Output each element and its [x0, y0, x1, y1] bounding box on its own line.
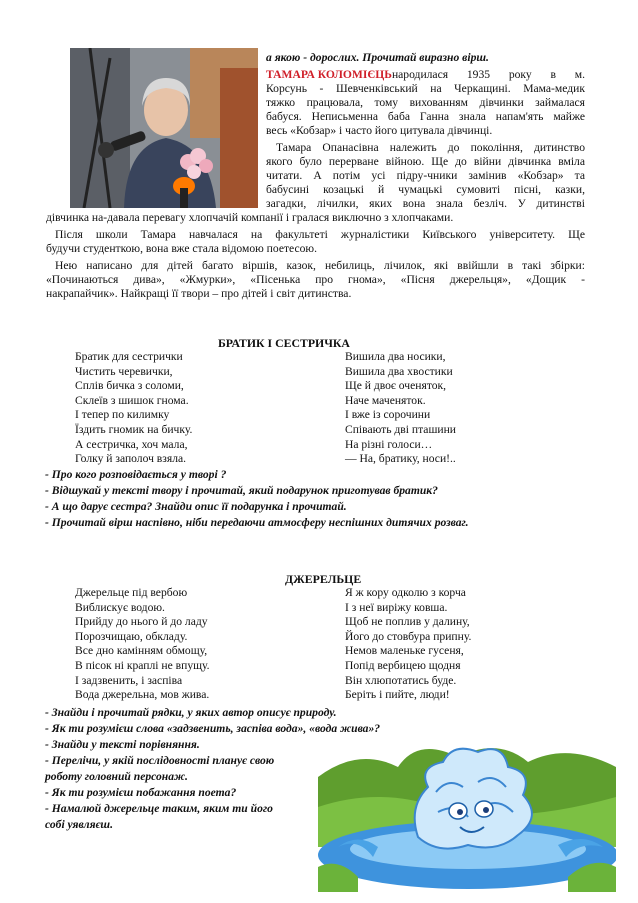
poem1-question: - А що дарує сестра? Знайди опис її подарунка і прочитай. [45, 500, 347, 513]
author-photo-illustration [70, 48, 258, 208]
poem2-right-line: Я ж кору одколю з корча [345, 586, 466, 599]
intro-p1-line-4 [266, 110, 585, 124]
intro-p1-line-3 [266, 96, 585, 110]
poem1-left-line: Братик для сестрички [75, 350, 183, 363]
intro-p2-text-1: Тамара Опанасівна належить до покоління, дитинство [276, 141, 585, 154]
poem1-right-line: Вишила два хвостики [345, 364, 453, 378]
intro-p1-text-2: Корсунь - Шевченківський на Черкащині. Мама-медик [266, 82, 585, 95]
poem1-right-line: Вишила два носики, [345, 350, 446, 363]
poem2-right-line: Його до стовбура припну. [345, 629, 472, 643]
poem1-left-line: І тепер по килимку [75, 408, 170, 422]
poem2-right-column [345, 586, 471, 703]
intro-p2-text-4: бабусині козацькі й чумацькі сумовиті пісні, казки, [266, 183, 585, 196]
poem1-question: - Прочитай вірш наспівно, ніби передаючи атмосферу неспішних дитячих розваг. [45, 516, 469, 529]
intro-p2-line-4 [266, 183, 585, 197]
poem2-question: роботу головний персонаж. [45, 770, 188, 783]
poem2-question: - Як ти розумієш слова «задзвенить, заспіва вода», «вода жива»? [45, 722, 381, 735]
poem2-title: ДЖЕРЕЛЬЦЕ [285, 572, 362, 586]
poem1-right-line: — На, братику, носи!.. [345, 452, 456, 466]
author-photo [70, 48, 258, 208]
intro-p4-text-1: Нею написано для дітей багато віршів, казок, небилиць, лічилок, які ввійшли в такі збірки: [55, 259, 585, 272]
intro-p4-line-1 [55, 259, 585, 273]
poem2-right-line: Щоб не поплив у далину, [345, 615, 470, 629]
poem2-question: - Як ти розумієш побажання поета? [45, 786, 237, 799]
poem1-right-line: Співають дві пташини [345, 422, 456, 436]
poem2-right-line: Він хлюпотатись буде. [345, 673, 457, 687]
spring-character-illustration [318, 737, 616, 892]
poem2-left-line: Джерельце під вербою [75, 586, 188, 599]
intro-p2-text-5: загадки, лічилки, яких вона знала безліч. У дитинстві [266, 197, 585, 210]
poem2-left-line: В пісок ні краплі не впущу. [75, 658, 210, 672]
intro-p2-line-3 [266, 169, 585, 183]
poem2-left-line: Вода джерельна, мов жива. [75, 688, 210, 702]
poem2-right-line: Беріть і пийте, люди! [345, 688, 450, 702]
poem1-right-line: Ще й двоє оченяток, [345, 379, 447, 393]
intro-p1-text-1: народилася 1935 року в м. [391, 68, 585, 81]
poem1-left-line: Їздить гномик на бичку. [75, 422, 193, 436]
intro-p3-line-2: будучи студенткою, вона вже стала відомою поетесою. [46, 242, 317, 255]
poem2-question: - Знайди і прочитай рядки, у яких автор описує природу. [45, 706, 337, 719]
poem2-question: собі уявляєш. [45, 818, 113, 831]
intro-p1-line-5: весь «Кобзар» і часто його цитувала дівчинці. [266, 124, 493, 137]
poem1-left-line: Сплів бичка з соломи, [75, 379, 184, 393]
poem1-right-line: Наче маченяток. [345, 393, 426, 407]
poem2-left-line: Порозчищаю, обкладу. [75, 629, 188, 643]
poem2-question: - Намалюй джерельце таким, яким ти його [45, 802, 273, 815]
poem2-left-line: Все дно камінням обмощу, [75, 644, 208, 658]
spring-illustration [318, 737, 616, 892]
poem1-right-line: І вже із сорочини [345, 408, 431, 422]
poem1-title: БРАТИК І СЕСТРИЧКА [218, 336, 350, 350]
author-name: ТАМАРА КОЛОМІЄЦЬ [266, 68, 392, 81]
intro-p1-text-3: тяжко працювала, тому вихованням дівчинки займалася [266, 96, 585, 109]
poem1-right-line: На різні голоси… [345, 437, 433, 451]
intro-p3-line-1 [55, 228, 585, 242]
poem2-left-line: Виблискує водою. [75, 600, 165, 614]
poem2-left-column [75, 586, 210, 703]
poem1-left-line: Чистить черевички, [75, 364, 173, 378]
intro-p2-line-6: дівчинка на-давала перевагу хлопчачій компанії і гралася виключно з хлопчаками. [46, 211, 454, 224]
intro-p2-text-3: читати. А потім усі підру-чники замінив «Кобзар» та [266, 169, 585, 182]
intro-p2-line-1 [276, 141, 585, 155]
intro-p2-text-2: якого було перерване війною. Ще до війни дівчинка вміла [266, 155, 585, 168]
poem2-left-line: Прийду до нього й до ладу [75, 615, 208, 629]
intro-p1-text-4: бабуся. Неписьменна баба Ганна знала напам'ять майже [266, 110, 585, 123]
intro-p3-text-1: Після школи Тамара навчалася на факультеті журналістики Київського університету. Ще [55, 228, 585, 241]
intro-p1-line-1 [266, 68, 585, 82]
poem1-question: - Відшукай у тексті твору і прочитай, який подарунок приготував братик? [45, 484, 438, 497]
intro-p4-text-2: «Починаються дива», «Жмурки», «Пісенька про гнома», «Пісня джерельця», «Дощик - [46, 273, 585, 286]
poem2-question: - Знайди у тексті порівняння. [45, 738, 200, 751]
poem1-right-column [345, 350, 456, 467]
intro-p2-line-2 [266, 155, 585, 169]
intro-first-line: а якою - дорослих. Прочитай виразно вірш. [266, 51, 489, 64]
intro-p1-line-2 [266, 82, 585, 96]
poem2-right-line: І з неї виріжу ковша. [345, 600, 448, 614]
intro-p4-line-3: накрапайчик». Найкращі її твори – про дітей і світ дитинства. [46, 287, 352, 300]
poem1-left-line: Склеїв з шишок гнома. [75, 393, 189, 407]
poem2-right-line: Немов маленьке гусеня, [345, 644, 464, 658]
poem1-left-column [75, 350, 192, 467]
poem1-question: - Про кого розповідається у творі ? [45, 468, 227, 481]
poem1-left-line: А сестричка, хоч мала, [75, 437, 188, 451]
intro-p2-line-5 [266, 197, 585, 211]
poem1-left-line: Голку й заполоч взяла. [75, 452, 187, 466]
poem2-right-line: Попід вербицею щодня [345, 658, 461, 672]
poem2-left-line: І задзвенить, і заспіва [75, 673, 183, 687]
poem2-question: - Перелічи, у якій послідовності планує свою [45, 754, 275, 767]
intro-p4-line-2 [46, 273, 585, 287]
